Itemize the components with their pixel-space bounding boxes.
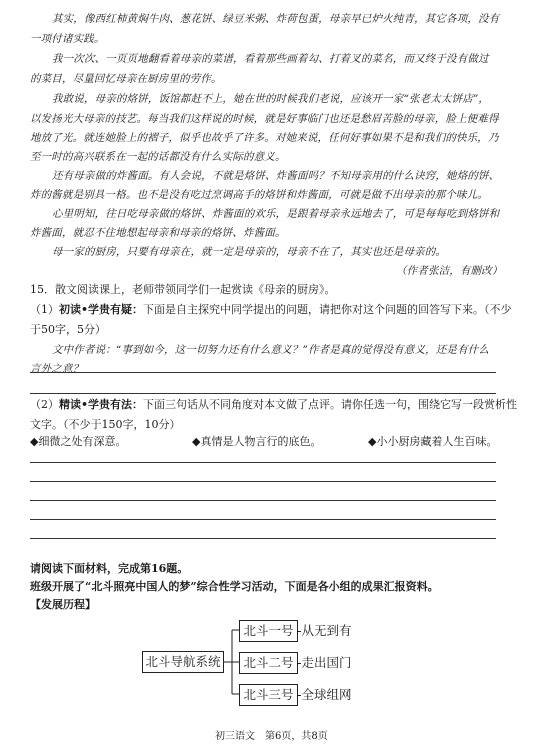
passage-source: （作者张洁，有删改） (396, 265, 503, 277)
q16-intro: 请阅读下面材料，完成第16题。 (30, 562, 189, 575)
passage-line: 我一次次、一页页地翻看着母亲的菜谱，看着那些画着勾、打着叉的菜名，而又终于没有做过 (52, 53, 489, 65)
q15-part2-text: 下面三句话从不同角度对本文做了点评。请你任选一句，围绕它写一段赏析性 (143, 398, 518, 411)
diagram-root-box: 北斗导航系统 (142, 651, 224, 673)
diagram-branch-desc-text: 全球组网 (301, 687, 352, 702)
q15-part1-num: （1） (30, 303, 59, 316)
passage-line: 的菜目，尽量回忆母亲在厨房里的劳作。 (30, 73, 222, 85)
diagram-branch-desc-text: 走出国门 (301, 655, 352, 670)
q15-part1-question2: 言外之意？ (30, 363, 84, 375)
q15-part1-text: 下面是自主探究中同学提出的问题，请把你对这个问题的回答写下来。（不少 (143, 303, 512, 316)
q15-part1-question: 文中作者说：“事到如今，这一切努力还有什么意义？”作者是真的觉得没有意义，还是有什么 (52, 344, 490, 356)
passage-line: 地放了光。就连她脸上的褶子，似乎也故乎了许多。对她来说，任何好事如果不是和我们的快乐，乃 (30, 132, 499, 144)
q15-option: ◆小小厨房藏着人生百味。 (368, 435, 498, 448)
diagram-branch-desc: -走出国门 (297, 655, 352, 670)
q15-intro: 15．散文阅读课上，老师带领同学们一起赏读《母亲的厨房》。 (30, 283, 336, 296)
passage-line: 还有母亲做的炸酱面。有人会说，不就是烙饼、炸酱面吗？不知母亲用的什么诀窍，她烙的饼、 (52, 170, 500, 182)
passage-line: 至一时的高兴联系在一起的话都没有什么实际的意义。 (30, 151, 286, 163)
passage-line: 以发扬光大母亲的技艺。每当我们这样说的时候，就是好事临门也还是愁眉苦脸的母亲，脸上便难得 (30, 113, 499, 125)
q15-part1-tag: 初读•学贵有疑： (59, 303, 144, 316)
diagram-branch-box: 北斗一号 (239, 620, 298, 642)
diagram-branch-desc: -全球组网 (297, 687, 352, 702)
q15-part2-text2: 文字。（不少于150字，10分） (30, 418, 181, 431)
passage-line: 心里明知，往日吃母亲做的烙饼、炸酱面的欢乐，是跟着母亲永远地去了，可是每每吃到烙饼和 (52, 208, 500, 220)
q15-part1-text2: 于50字，5分） (30, 323, 106, 336)
q15-part2-num: （2） (30, 398, 59, 411)
passage-line: 其实，像西红柿黄焖牛肉、葱花饼、绿豆米粥、炸荷包蛋，母亲早已炉火纯青，其它各项，没有 (52, 13, 500, 25)
passage-line: 炸的酱就是别具一格。也不是没有吃过烹调高手的烙饼和炸酱面，可就是做不出母亲的那个味儿。 (30, 189, 488, 201)
diagram-branch-desc: -从无到有 (297, 623, 352, 638)
passage-line: 一项付诸实践。 (30, 33, 105, 45)
diagram-branch-box: 北斗三号 (239, 684, 298, 706)
diagram-branch-desc-text: 从无到有 (301, 623, 352, 638)
passage-line: 我敢说，母亲的烙饼，饭馆都赶不上，她在世的时候我们老说，应该开一家“张老太太饼店”， (52, 93, 490, 105)
q15-option: ◆真情是人物言行的底色。 (192, 435, 322, 448)
q16-activity: 班级开展了“北斗照亮中国人的梦”综合性学习活动，下面是各小组的成果汇报资料。 (30, 580, 439, 593)
q15-option: ◆细微之处有深意。 (30, 435, 127, 448)
diagram-branch-box: 北斗二号 (239, 652, 298, 674)
q15-part2-tag: 精读•学贵有法： (59, 398, 144, 411)
passage-line: 炸酱面，就忍不住地想起母亲和母亲的烙饼、炸酱面。 (30, 227, 286, 239)
q16-section: 【发展历程】 (30, 598, 96, 611)
page-footer: 初三语文 第6页，共8页 (215, 731, 328, 742)
passage-line: 母一家的厨房，只要有母亲在，就一定是母亲的，母亲不在了，其实也还是母亲的。 (52, 246, 447, 258)
